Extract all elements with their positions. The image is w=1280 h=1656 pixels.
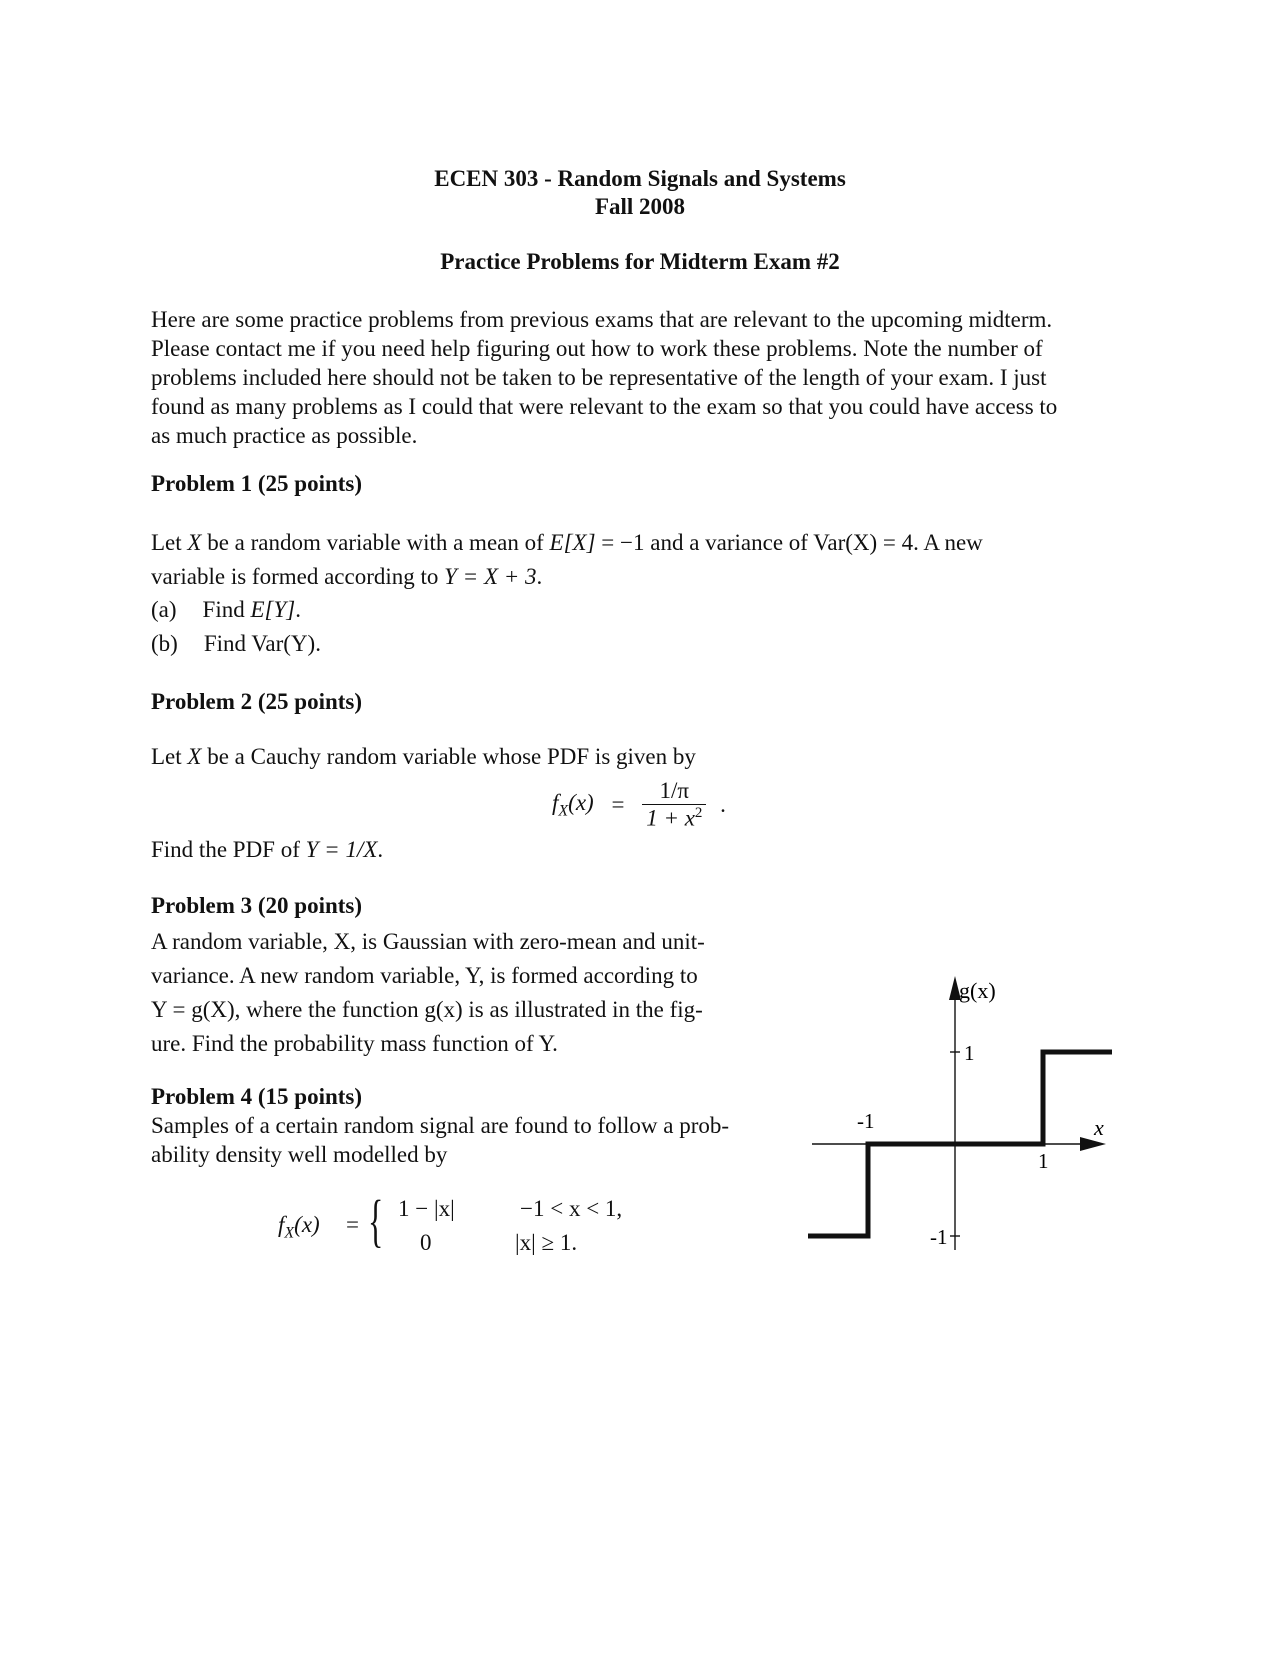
left-brace: {: [368, 1188, 384, 1253]
text: Let: [151, 744, 188, 769]
problem1-heading: Problem 1 (25 points): [151, 471, 363, 496]
intro-paragraph: [151, 305, 1141, 450]
problem3-line: Y = g(X), where the function g(x) is as illustrated in the fig-: [151, 997, 703, 1022]
part-label: (b): [151, 631, 178, 656]
problem1-part-b: [151, 631, 321, 657]
problem4-body: [151, 1111, 729, 1169]
problem1-line1: [151, 530, 983, 556]
text: .: [536, 564, 543, 589]
problem1-line2: [151, 564, 542, 590]
pdf-subscript: X: [558, 802, 569, 820]
math-expression: Var(Y): [251, 631, 316, 656]
y-tick-label-pos: 1: [964, 1041, 975, 1065]
course-title: ECEN 303 - Random Signals and Systems: [434, 166, 846, 191]
pdf-argument: (x): [294, 1212, 320, 1237]
term: Fall 2008: [594, 194, 686, 219]
pdf-symbol: f: [278, 1212, 285, 1237]
pdf-subscript: X: [284, 1224, 295, 1242]
text: be a Cauchy random variable whose PDF is given by: [201, 744, 696, 769]
intro-line: problems included here should not be taken to be representative of the length of your exam. I just: [151, 365, 1047, 390]
text: Find: [202, 597, 251, 622]
problem2-heading: Problem 2 (25 points): [151, 689, 363, 714]
case1-expression: 1 − |x|: [398, 1196, 455, 1221]
y-axis-label: g(x): [959, 978, 996, 1003]
text: . A new: [913, 530, 983, 555]
intro-line: found as many problems as I could that were relevant to the exam so that you could have access to: [151, 394, 1058, 419]
text: be a random variable with a mean of: [201, 530, 550, 555]
text: Find: [203, 631, 252, 656]
cauchy-pdf-equation: [552, 778, 726, 832]
text: Let: [151, 530, 188, 555]
mean-expression: E[X]: [549, 530, 596, 555]
problem1-part-a: [151, 597, 301, 623]
numerator: 1/π: [642, 778, 706, 805]
intro-line: Please contact me if you need help figuring out how to work these problems. Note the number of: [151, 336, 1043, 361]
equals-sign: =: [877, 530, 902, 555]
math-expression: E[Y]: [250, 597, 296, 622]
problem3-line: A random variable, X, is Gaussian with zero-mean and unit-: [151, 929, 705, 954]
equals-sign: =: [595, 530, 621, 555]
math-expression: Y = 1/X: [305, 837, 378, 862]
intro-line: Here are some practice problems from previous exams that are relevant to the upcoming midterm.: [151, 307, 1053, 332]
problem3-heading: Problem 3 (20 points): [151, 893, 363, 918]
math-var: X: [187, 744, 202, 769]
mean-value: −1: [620, 530, 645, 555]
text: .: [377, 837, 384, 862]
gx-figure: [790, 970, 1130, 1300]
intro-line: as much practice as possible.: [151, 423, 418, 448]
text: and a variance of: [644, 530, 814, 555]
variance-value: 4: [901, 530, 914, 555]
fraction: [642, 778, 706, 832]
text: .: [295, 597, 301, 622]
x-tick-label-pos: 1: [1038, 1149, 1049, 1173]
text: Find the PDF of: [151, 837, 306, 862]
denominator: [642, 805, 706, 832]
text: .: [315, 631, 321, 656]
problem3-body: [151, 925, 705, 1061]
pdf-symbol: f: [552, 789, 559, 815]
math-var: X: [187, 530, 202, 555]
denominator-exponent: 2: [694, 805, 703, 821]
problem4-heading: Problem 4 (15 points): [151, 1084, 363, 1109]
text: variable is formed according to: [151, 564, 445, 589]
text: .: [720, 791, 726, 817]
transform-expression: Y = X + 3: [444, 564, 537, 589]
problem2-question: [151, 837, 383, 863]
denominator-base: 1 + x: [646, 805, 695, 831]
equals-sign: =: [611, 791, 625, 817]
document-title: Practice Problems for Midterm Exam #2: [440, 249, 840, 274]
problem4-line: ability density well modelled by: [151, 1142, 448, 1167]
pdf-argument: (x): [568, 789, 594, 815]
case2-expression: 0: [420, 1230, 432, 1255]
problem3-line: variance. A new random variable, Y, is formed according to: [151, 963, 698, 988]
case1-condition: −1 < x < 1,: [520, 1196, 623, 1221]
case2-condition: |x| ≥ 1.: [515, 1230, 578, 1255]
part-label: (a): [151, 597, 177, 622]
x-axis-label: x: [1094, 1115, 1104, 1140]
y-tick-label-neg: -1: [930, 1225, 948, 1249]
problem3-line: ure. Find the probability mass function of Y.: [151, 1031, 558, 1056]
problem2-line1: [151, 744, 696, 770]
x-tick-label-neg: -1: [857, 1109, 875, 1133]
variance-expression: Var(X): [813, 530, 878, 555]
problem4-line: Samples of a certain random signal are found to follow a prob-: [151, 1113, 730, 1138]
equals-sign: =: [346, 1212, 359, 1237]
